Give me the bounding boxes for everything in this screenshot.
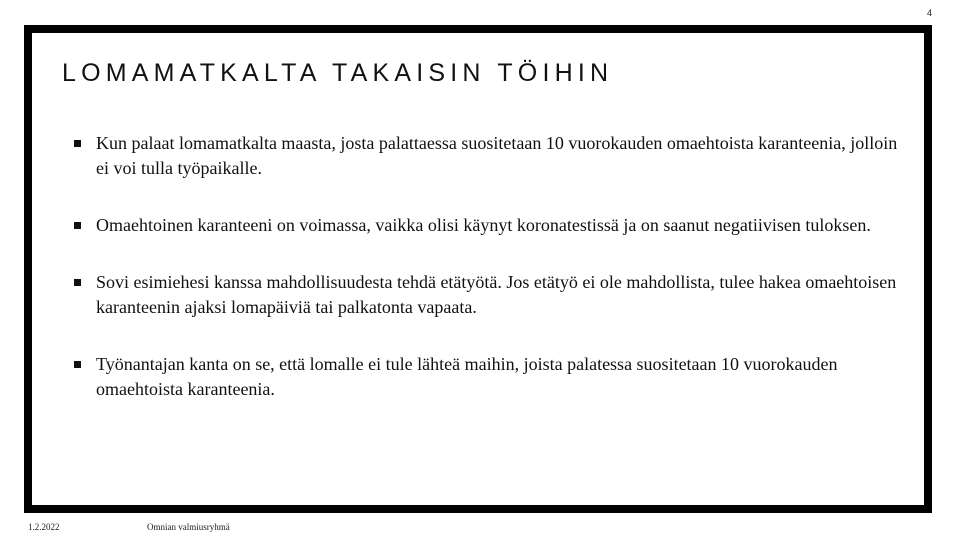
footer-text: Omnian valmiusryhmä bbox=[147, 522, 230, 532]
slide-number: 4 bbox=[926, 8, 932, 18]
square-bullet-icon bbox=[74, 279, 81, 286]
bullet-item bbox=[74, 270, 904, 320]
bullet-item bbox=[74, 213, 904, 238]
slide-title: LOMAMATKALTA TAKAISIN TÖIHIN bbox=[62, 59, 614, 87]
bullet-item bbox=[74, 352, 904, 402]
square-bullet-icon bbox=[74, 361, 81, 368]
bullet-text: Kun palaat lomamatkalta maasta, josta palattaessa suositetaan 10 vuorokauden omaehtoista karanteenia, jolloin ei voi tulla työpaikalle. bbox=[96, 133, 898, 178]
bullet-item bbox=[74, 131, 904, 181]
footer-date: 1.2.2022 bbox=[28, 522, 60, 532]
bullet-text: Sovi esimiehesi kanssa mahdollisuudesta tehdä etätyötä. Jos etätyö ei ole mahdollista, tulee hakea omaehtoisen karanteenin ajaksi lomapäiviä tai palkatonta vapaata. bbox=[96, 272, 897, 317]
bullet-list bbox=[74, 131, 904, 434]
square-bullet-icon bbox=[74, 140, 81, 147]
bullet-text: Omaehtoinen karanteeni on voimassa, vaikka olisi käynyt koronatestissä ja on saanut negatiivisen tuloksen. bbox=[96, 215, 871, 235]
square-bullet-icon bbox=[74, 222, 81, 229]
slide-frame bbox=[24, 25, 932, 513]
bullet-text: Työnantajan kanta on se, että lomalle ei tule lähteä maihin, joista palatessa suositetaan 10 vuorokauden omaehtoista karanteenia. bbox=[96, 354, 838, 399]
